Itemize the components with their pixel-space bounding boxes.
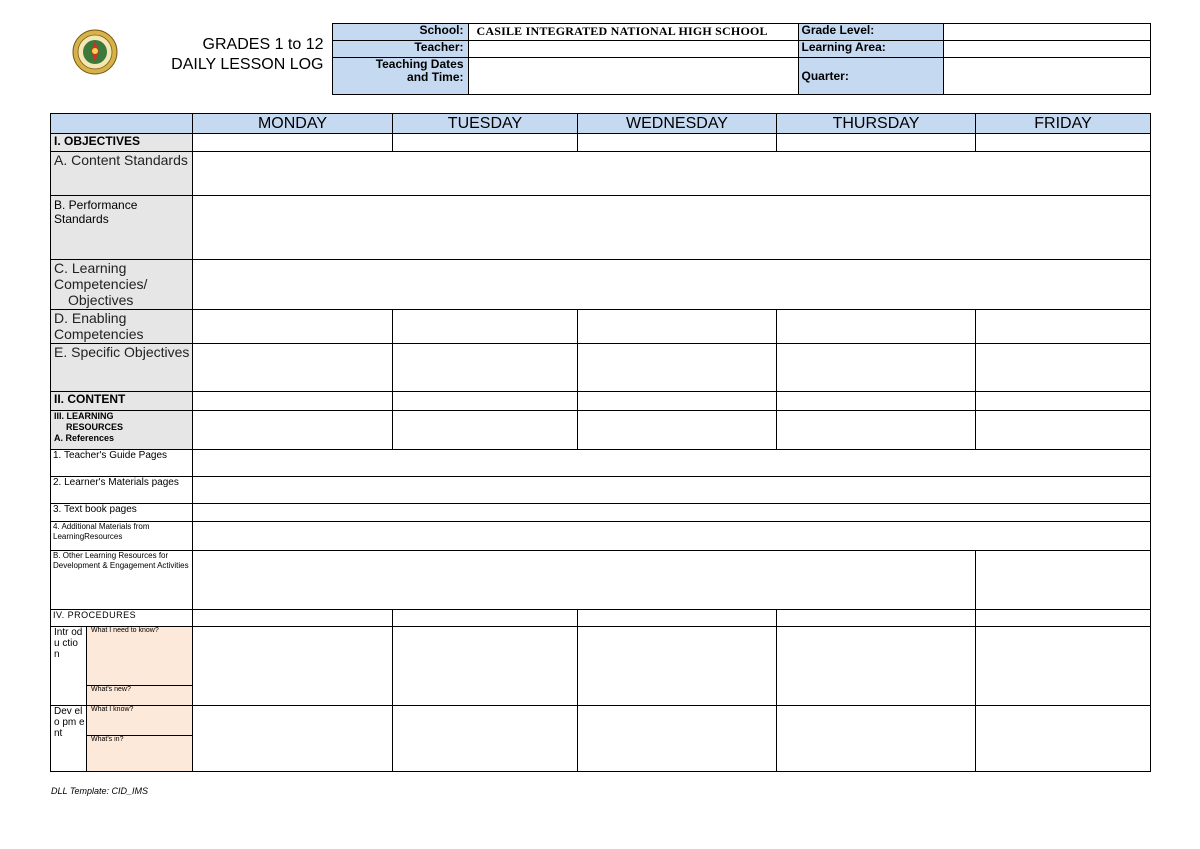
specific-objectives-label: E. Specific Objectives (51, 344, 193, 392)
what-i-know-label: What I know? (87, 706, 193, 736)
references-label: A. References (54, 433, 115, 443)
specific-cell[interactable] (976, 344, 1151, 392)
day-friday: FRIDAY (976, 114, 1151, 134)
grade-level-field[interactable] (943, 24, 1150, 41)
specific-cell[interactable] (193, 344, 393, 392)
learning-competencies-line-2: Objectives (68, 292, 134, 308)
learning-competencies-line-1: C. Learning Competencies/ (54, 260, 148, 292)
development-cell[interactable] (393, 706, 578, 772)
learners-materials-field[interactable] (193, 477, 1151, 504)
performance-standards-label: B. Performance Standards (51, 196, 193, 260)
specific-cell[interactable] (777, 344, 976, 392)
objectives-cell[interactable] (578, 134, 777, 152)
title-line-2: DAILY LESSON LOG (171, 55, 324, 73)
introduction-label: Intr odu ctio n (51, 627, 87, 706)
teaching-dates-line-2: and Time: (407, 70, 464, 85)
day-monday: MONDAY (193, 114, 393, 134)
enabling-cell[interactable] (393, 310, 578, 344)
content-cell[interactable] (393, 392, 578, 411)
textbook-label: 3. Text book pages (51, 504, 193, 522)
title-cell (50, 24, 332, 95)
enabling-cell[interactable] (777, 310, 976, 344)
lesson-log-table (50, 113, 1151, 772)
development-label: Dev elo pm ent (51, 706, 87, 772)
content-label: II. CONTENT (51, 392, 193, 411)
resources-cell[interactable] (578, 411, 777, 450)
day-thursday: THURSDAY (777, 114, 976, 134)
introduction-cell[interactable] (976, 627, 1151, 706)
procedures-label: IV. PROCEDURES (51, 610, 193, 627)
other-resources-friday-cell[interactable] (976, 551, 1151, 610)
corner-cell (51, 114, 193, 134)
teachers-guide-field[interactable] (193, 450, 1151, 477)
development-cell[interactable] (976, 706, 1151, 772)
objectives-cell[interactable] (777, 134, 976, 152)
learning-area-field[interactable] (943, 41, 1150, 58)
teaching-dates-field[interactable] (468, 58, 798, 95)
specific-cell[interactable] (578, 344, 777, 392)
introduction-cell[interactable] (193, 627, 393, 706)
learning-resources-label (51, 411, 193, 450)
procedures-cell[interactable] (578, 610, 777, 627)
day-wednesday: WEDNESDAY (578, 114, 777, 134)
resources-cell[interactable] (393, 411, 578, 450)
resources-cell[interactable] (193, 411, 393, 450)
specific-cell[interactable] (393, 344, 578, 392)
whats-new-label: What's new? (87, 686, 193, 706)
learning-competencies-label (51, 260, 193, 310)
content-standards-field[interactable] (193, 152, 1151, 196)
deped-seal-icon (72, 29, 118, 75)
school-label: School: (332, 24, 468, 41)
introduction-cell[interactable] (393, 627, 578, 706)
procedures-cell[interactable] (193, 610, 393, 627)
procedures-cell[interactable] (777, 610, 976, 627)
title-line-1: GRADES 1 to 12 (202, 35, 324, 53)
objectives-label: I. OBJECTIVES (51, 134, 193, 152)
enabling-cell[interactable] (193, 310, 393, 344)
teaching-dates-line-1: Teaching Dates (375, 57, 464, 72)
teaching-dates-label (332, 58, 468, 95)
resources-cell[interactable] (777, 411, 976, 450)
days-header-row (51, 114, 1151, 134)
content-cell[interactable] (777, 392, 976, 411)
other-resources-label: B. Other Learning Resources for Development & Engagement Activities (51, 551, 193, 610)
development-cell[interactable] (193, 706, 393, 772)
teacher-label: Teacher: (332, 41, 468, 58)
learning-resources-line-2: RESOURCES (66, 422, 124, 432)
header-table (50, 23, 1151, 95)
development-cell[interactable] (777, 706, 976, 772)
enabling-competencies-label: D. Enabling Competencies (51, 310, 193, 344)
quarter-label: Quarter: (798, 58, 943, 95)
day-tuesday: TUESDAY (393, 114, 578, 134)
procedures-cell[interactable] (976, 610, 1151, 627)
what-i-need-to-know-label: What I need to know? (87, 627, 193, 686)
content-cell[interactable] (578, 392, 777, 411)
quarter-field[interactable] (943, 58, 1150, 95)
content-standards-label: A. Content Standards (51, 152, 193, 196)
performance-standards-field[interactable] (193, 196, 1151, 260)
learners-materials-label: 2. Learner's Materials pages (51, 477, 193, 504)
introduction-cell[interactable] (578, 627, 777, 706)
learning-competencies-field[interactable] (193, 260, 1151, 310)
teacher-field[interactable] (468, 41, 798, 58)
content-cell[interactable] (976, 392, 1151, 411)
enabling-cell[interactable] (976, 310, 1151, 344)
resources-cell[interactable] (976, 411, 1151, 450)
objectives-cell[interactable] (393, 134, 578, 152)
learning-area-label: Learning Area: (798, 41, 943, 58)
procedures-cell[interactable] (393, 610, 578, 627)
teachers-guide-label: 1. Teacher's Guide Pages (51, 450, 193, 477)
footer-note: DLL Template: CID_IMS (51, 786, 149, 796)
grade-level-label: Grade Level: (798, 24, 943, 41)
additional-materials-label: 4. Additional Materials from LearningResources (51, 522, 193, 551)
introduction-cell[interactable] (777, 627, 976, 706)
learning-resources-line-1: III. LEARNING (54, 411, 114, 421)
objectives-cell[interactable] (976, 134, 1151, 152)
development-cell[interactable] (578, 706, 777, 772)
school-field[interactable]: CASILE INTEGRATED NATIONAL HIGH SCHOOL (468, 24, 798, 41)
enabling-cell[interactable] (578, 310, 777, 344)
additional-materials-field[interactable] (193, 522, 1151, 551)
objectives-cell[interactable] (193, 134, 393, 152)
other-resources-field[interactable] (193, 551, 976, 610)
textbook-field[interactable] (193, 504, 1151, 522)
content-cell[interactable] (193, 392, 393, 411)
whats-in-label: What's in? (87, 736, 193, 772)
